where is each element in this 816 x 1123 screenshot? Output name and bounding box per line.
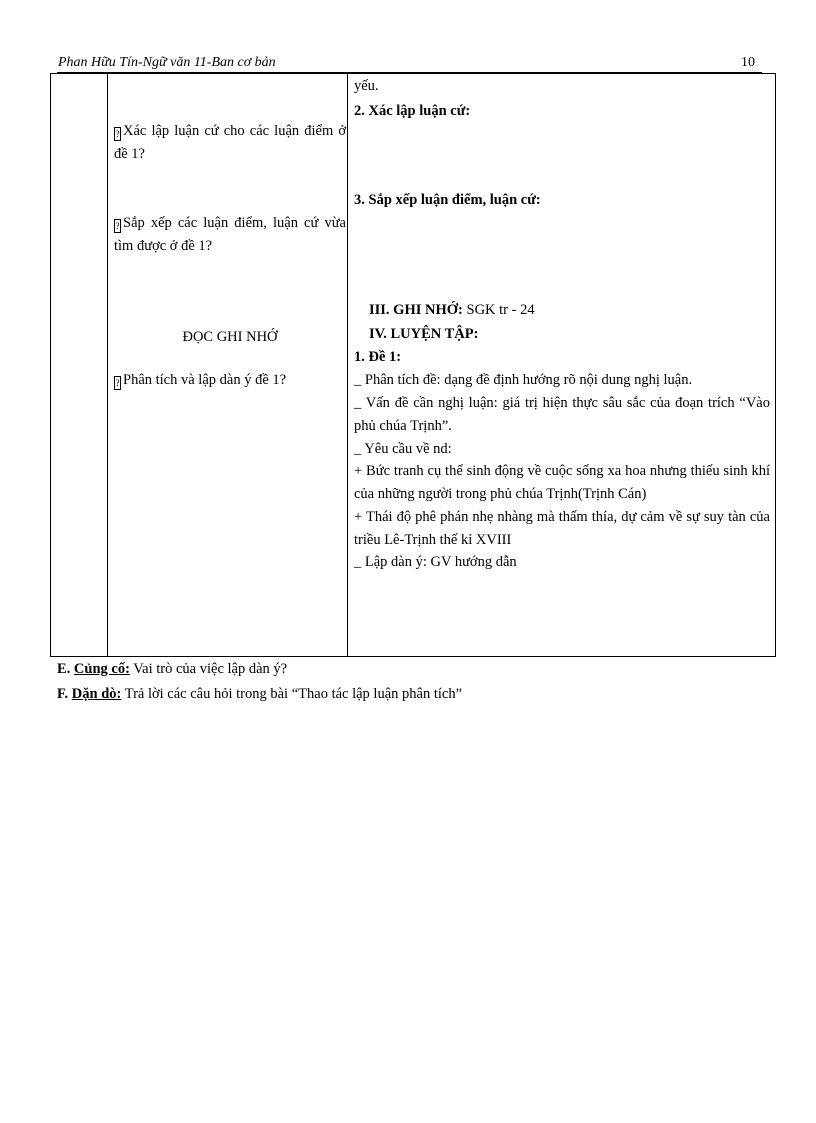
page-number: 10: [741, 55, 755, 70]
lesson-table: [50, 73, 776, 657]
analysis-line-3: _ Yêu cầu về nd:: [354, 441, 452, 457]
heading-luyen-tap: IV. LUYỆN TẬP:: [369, 326, 479, 342]
question-3: ? Phân tích và lập dàn ý đề 1?: [115, 372, 287, 388]
ghi-nho-label: III. GHI NHỚ:: [369, 302, 463, 318]
ghi-nho-line: [369, 299, 785, 322]
ghi-nho-value: SGK tr - 24: [466, 302, 535, 318]
question-box-icon: ?: [115, 378, 120, 388]
heading-de-1: 1. Đề 1:: [354, 349, 402, 365]
dan-do-label: Dặn dò:: [71, 686, 122, 702]
question-box-icon: ?: [115, 221, 120, 231]
heading-sap-xep-luan-diem: 3. Sắp xếp luận điểm, luận cứ:: [354, 192, 541, 208]
analysis-line-6: _ Lập dàn ý: GV hướng dẫn: [354, 554, 517, 570]
footer-cung-co: E. Củng cố: Vai trò của việc lập dàn ý?: [57, 661, 288, 677]
question-box-icon: ?: [115, 129, 120, 139]
footer-dan-do: F. Dặn dò: Trả lời các câu hỏi trong bài “Thao tác lập luận phân tích”: [57, 686, 463, 702]
section-heading-doc-ghi-nho: ĐỌC GHI NHỚ: [182, 329, 278, 345]
analysis-line-5: + Thái độ phê phán nhẹ nhàng mà thấm thía, dự cảm về sự suy tàn của triều Lê-Trịnh thế kỉ XVIII: [354, 509, 770, 548]
column-divider-1: [107, 74, 108, 656]
analysis-line-1: _ Phân tích đề: dạng đề định hướng rõ nội dung nghị luận.: [354, 372, 693, 388]
question-2: ? Sắp xếp các luận điểm, luận cứ vừa tìm được ở đề 1?: [114, 215, 346, 254]
analysis-line-2: _ Vấn đề cần nghị luận: giá trị hiện thực sâu sắc của đoạn trích “Vào phủ chúa Trịnh”.: [354, 395, 770, 434]
question-1: ? Xác lập luận cứ cho các luận điểm ở đề 1?: [114, 123, 346, 162]
cung-co-label: Củng cố:: [73, 661, 130, 677]
line-yeu: yếu.: [354, 78, 379, 94]
analysis-line-4: + Bức tranh cụ thể sinh động về cuộc sống xa hoa nhưng thiếu sinh khí của những người trong phủ chúa Trịnh(Trịnh Cán): [354, 463, 770, 502]
document-header: Phan Hữu Tín-Ngữ văn 11-Ban cơ bản: [58, 55, 276, 70]
column-divider-2: [347, 74, 348, 656]
heading-xac-lap-luan-cu: 2. Xác lập luận cứ:: [354, 103, 471, 119]
